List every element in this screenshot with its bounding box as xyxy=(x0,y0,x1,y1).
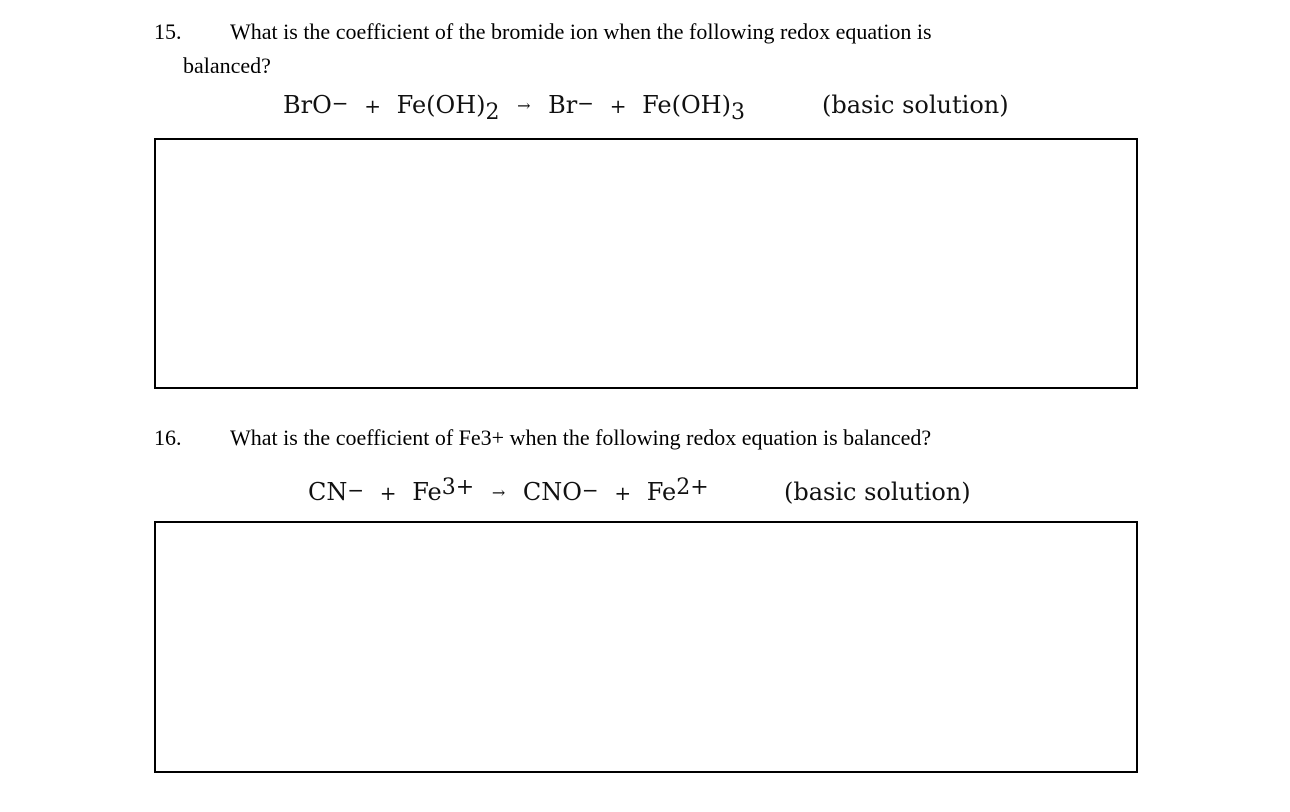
product-iron-hydroxide: Fe(OH) xyxy=(642,91,731,119)
product-cyanate-charge: − xyxy=(581,478,599,502)
question-16-number: 16. xyxy=(154,425,182,450)
product-iron-charge: 2+ xyxy=(676,475,709,500)
question-16-equation xyxy=(308,477,709,510)
plus-sign: + xyxy=(614,481,632,505)
question-15-text-line2: balanced? xyxy=(183,53,271,78)
reactant-cyanide-charge: − xyxy=(347,478,365,502)
reactant-iron-hydroxide-subscript: 2 xyxy=(485,100,500,125)
reactant-bro-charge: − xyxy=(331,91,349,115)
product-iron-hydroxide-subscript: 3 xyxy=(730,100,745,125)
reactant-iron-charge: 3+ xyxy=(441,475,475,500)
question-15-number: 15. xyxy=(154,19,182,44)
question-15-condition: (basic solution) xyxy=(822,91,1009,119)
product-br: Br xyxy=(548,91,578,119)
reactant-iron: Fe xyxy=(412,478,442,506)
reactant-bro: BrO xyxy=(283,91,332,119)
reaction-arrow-icon: → xyxy=(517,96,531,115)
product-cyanate: CNO xyxy=(522,478,582,506)
product-br-charge: − xyxy=(577,91,595,115)
plus-sign: + xyxy=(379,481,397,505)
question-15-equation xyxy=(283,90,745,123)
question-16-text-line1: What is the coefficient of Fe3+ when the following redox equation is balanced? xyxy=(230,425,932,450)
plus-sign: + xyxy=(609,94,627,118)
plus-sign: + xyxy=(364,94,381,118)
product-iron: Fe xyxy=(646,478,677,506)
question-16-answer-box[interactable] xyxy=(154,521,1138,773)
question-16-condition: (basic solution) xyxy=(784,478,971,506)
reaction-arrow-icon: → xyxy=(491,483,506,502)
reactant-iron-hydroxide: Fe(OH) xyxy=(396,91,486,119)
question-15-text-line1: What is the coefficient of the bromide ion when the following redox equation is xyxy=(230,19,932,44)
reactant-cyanide: CN xyxy=(308,478,348,506)
question-15-answer-box[interactable] xyxy=(154,138,1138,389)
